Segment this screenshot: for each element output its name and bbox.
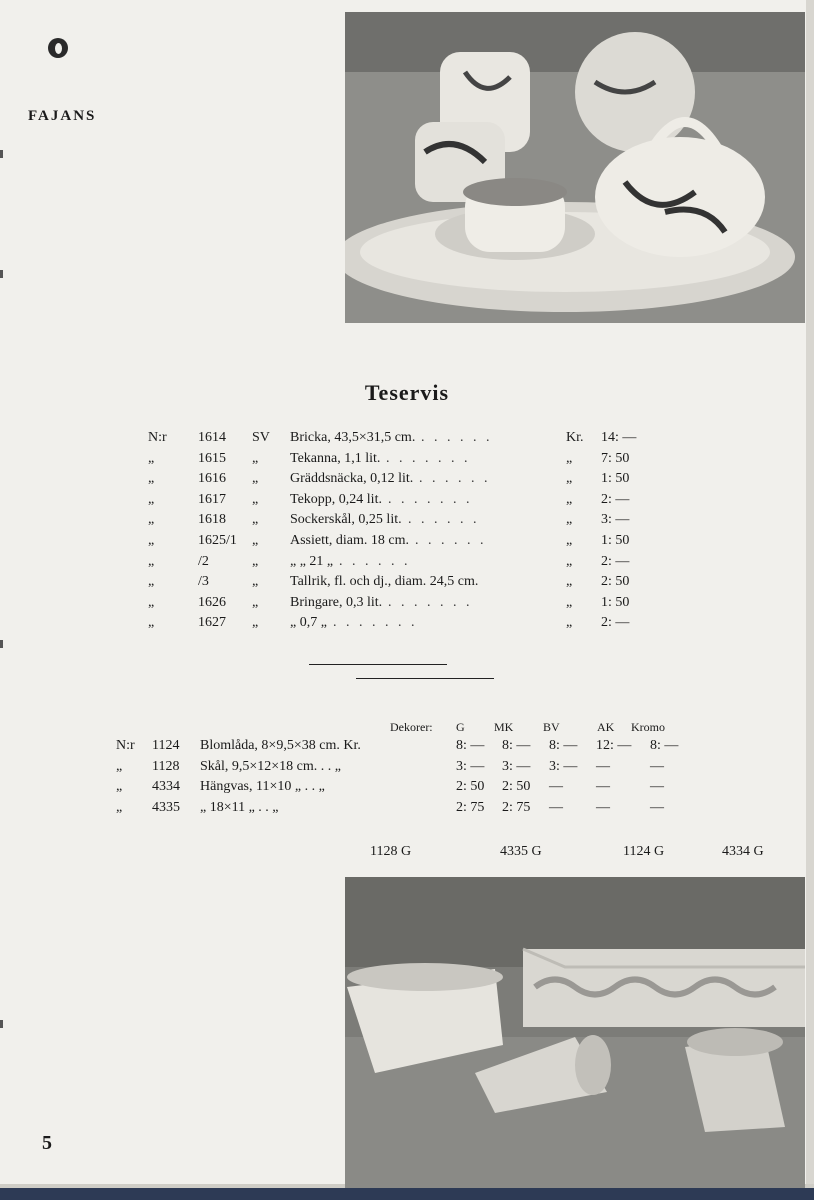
leader-dots: . . . . . . [339,553,411,569]
decor-description: Skål, 9,5×12×18 cm. . . „ [200,758,341,774]
item-currency: „ [566,471,573,487]
decor-row [0,777,814,797]
decor-header-ak: AK [597,720,615,734]
photo-tea-service [345,12,805,323]
decor-price-mk: 2: 50 [502,779,531,794]
item-currency: „ [566,553,573,569]
decor-header-g: G [456,720,465,734]
item-price: 3: — [601,512,630,528]
item-number: 1618 [198,512,226,528]
item-code: „ [252,471,259,487]
divider-rule [309,664,447,665]
item-price: 2: 50 [601,574,630,590]
decor-price-kromo: — [650,758,664,774]
item-number: 1615 [198,450,226,466]
decor-header-bv: BV [543,720,560,734]
item-description: Gräddsnäcka, 0,12 lit. [290,471,414,487]
price-row [0,552,814,572]
item-number: 1625/1 [198,533,237,548]
item-description: Tallrik, fl. och dj., diam. 24,5 cm. [290,574,479,590]
decor-price-g: 8: — [456,738,485,753]
item-prefix: „ [148,491,155,507]
leader-dots: . . . . . . [408,512,480,528]
item-description: Sockerskål, 0,25 lit. [290,512,402,528]
price-row [0,469,814,489]
decor-row [0,757,814,777]
leader-dots: . . . . . . . [388,491,473,507]
price-row [0,613,814,633]
binding-mark [0,640,3,648]
item-number: 1614 [198,430,226,445]
decor-number: 4334 [152,779,180,794]
photo-ceramics [345,877,805,1188]
item-currency: „ [566,594,573,610]
decor-price-mk: 3: — [502,758,531,774]
item-currency: „ [566,533,573,548]
leader-dots: . . . . . . . [333,615,418,631]
item-description: Bricka, 43,5×31,5 cm. [290,430,416,445]
decor-price-mk: 2: 75 [502,799,531,815]
item-price: 2: — [601,491,630,507]
price-row [0,510,814,530]
decor-price-g: 2: 75 [456,799,485,815]
item-price: 1: 50 [601,533,630,548]
decor-header-mk: MK [494,720,514,734]
item-price: 1: 50 [601,594,630,610]
price-row [0,531,814,551]
leader-dots: . . . . . . [419,471,491,487]
divider-rule [356,678,494,679]
decor-price-kromo: 8: — [650,738,679,753]
decor-price-g: 3: — [456,758,485,774]
decor-price-g: 2: 50 [456,779,485,794]
item-currency: „ [566,574,573,590]
item-prefix: N:r [148,430,167,445]
caption: 4335 G [500,844,542,859]
item-prefix: „ [148,574,155,590]
decor-description: Hängvas, 11×10 „ . . „ [200,779,325,794]
item-number: 1626 [198,594,226,610]
item-code: „ [252,553,259,569]
item-currency: „ [566,491,573,507]
leader-dots: . . . . . . . [386,450,471,466]
item-price: 2: — [601,615,630,631]
binding-mark [0,150,3,158]
decor-description: „ 18×11 „ . . „ [200,799,279,815]
caption: 1124 G [623,844,665,859]
caption: 4334 G [722,844,764,859]
item-number: /2 [198,553,209,569]
decor-number: 1128 [152,758,180,774]
decor-price-bv: — [549,799,563,815]
item-currency: Kr. [566,430,584,445]
item-description: Tekopp, 0,24 lit. [290,491,382,507]
item-prefix: „ [148,553,155,569]
decor-price-bv: — [549,779,563,794]
item-prefix: „ [148,615,155,631]
decor-price-kromo: — [650,779,664,794]
item-number: /3 [198,574,209,590]
item-price: 1: 50 [601,471,630,487]
decor-price-kromo: — [650,799,664,815]
decor-number: 1124 [152,738,180,753]
page-title: Teservis [364,380,450,405]
decor-prefix: „ [116,799,123,815]
decor-header-kromo: Kromo [631,720,665,734]
decor-price-mk: 8: — [502,738,531,753]
binding-mark [0,1020,3,1028]
decor-header-label: Dekorer: [390,720,433,734]
decor-row [0,798,814,818]
item-code: „ [252,615,259,631]
item-prefix: „ [148,594,155,610]
decor-number: 4335 [152,799,180,815]
decor-row [0,736,814,756]
price-row [0,428,814,448]
item-currency: „ [566,450,573,466]
binding-mark [0,270,3,278]
item-description: Assiett, diam. 18 cm. [290,533,409,548]
page-edge-bottom [0,1188,814,1200]
item-code: „ [252,491,259,507]
caption: 1128 G [370,844,412,859]
leader-dots: . . . . . . . [388,594,473,610]
page-number: 5 [42,1132,52,1154]
item-description: „ 0,7 „ [290,615,327,631]
decor-prefix: „ [116,779,123,794]
leader-dots: . . . . . . [421,430,493,445]
price-row [0,593,814,613]
decor-price-ak: 12: — [596,738,632,753]
section-label: FAJANS [28,108,97,124]
item-number: 1627 [198,615,226,631]
item-code: „ [252,594,259,610]
decor-prefix: „ [116,758,123,774]
item-currency: „ [566,512,573,528]
item-code: „ [252,512,259,528]
item-prefix: „ [148,450,155,466]
price-row [0,449,814,469]
decor-price-bv: 3: — [549,758,578,774]
item-description: Tekanna, 1,1 lit. [290,450,381,466]
item-price: 2: — [601,553,630,569]
item-code: „ [252,533,259,548]
item-code: „ [252,450,259,466]
item-number: 1617 [198,491,226,507]
item-number: 1616 [198,471,226,487]
item-prefix: „ [148,512,155,528]
item-prefix: „ [148,533,155,548]
item-price: 7: 50 [601,450,630,466]
decor-price-ak: — [596,779,610,794]
price-row [0,572,814,592]
item-price: 14: — [601,430,637,445]
decor-prefix: N:r [116,738,135,753]
item-code: SV [252,430,270,445]
punch-hole [48,38,68,58]
item-description: Bringare, 0,3 lit. [290,594,383,610]
decor-price-ak: — [596,799,610,815]
price-row [0,490,814,510]
decor-price-ak: — [596,758,610,774]
item-currency: „ [566,615,573,631]
leader-dots: . . . . . . [415,533,487,548]
item-code: „ [252,574,259,590]
decor-price-bv: 8: — [549,738,578,753]
item-prefix: „ [148,471,155,487]
item-description: „ „ 21 „ [290,553,334,569]
decor-description: Blomlåda, 8×9,5×38 cm. Kr. [200,738,361,753]
